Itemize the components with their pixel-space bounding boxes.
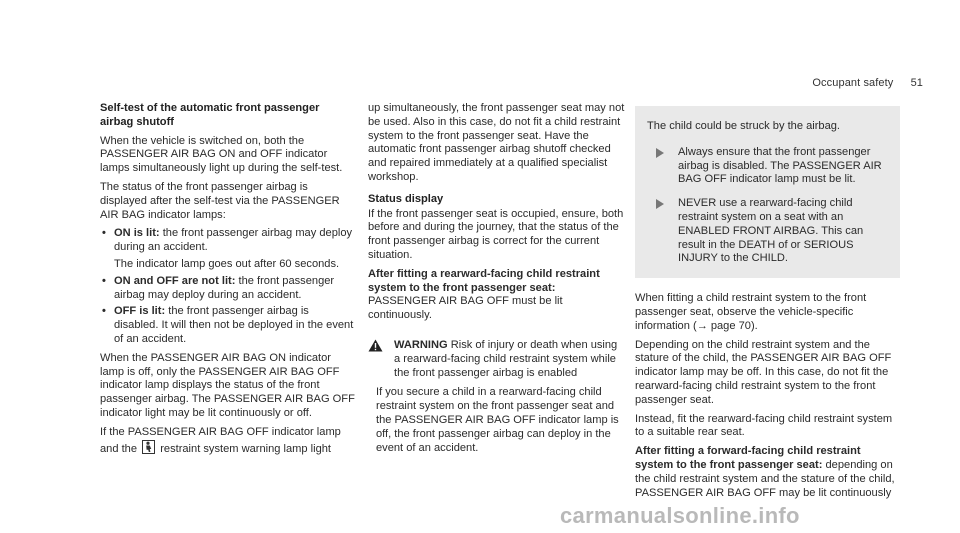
page-reference-link[interactable]: → page 70 [696,319,751,332]
paragraph [368,268,625,323]
paragraph [635,445,900,500]
watermark: carmanualsonline.info [560,503,800,528]
arrow-bullet-icon [656,199,664,209]
list-item-text: NEVER use a rearward-facing child restraint system on a seat with an ENABLED FRONT AIRBAG. This can result in the DEATH of or SERIOUS INJURY to the CHILD. [678,197,864,265]
warning-title-text: Risk of injury or death when using a rearward-facing child restraint system while the front passenger airbag is enabled [394,338,618,379]
warning-title [368,339,625,380]
paragraph: When the PASSENGER AIR BAG ON indicator lamp is off, only the PASSENGER AIR BAG OFF indicator lamp displays the status of the front passenger airbag. The PASSENGER AIR BAG OFF indicator light may be lit continuously or off. [100,351,355,419]
arrow-bullet-icon [656,148,664,158]
paragraph: Depending on the child restraint system and the stature of the child, the PASSENGER AIR BAG OFF indicator lamp may be off. In this case, do not fit the rearward-facing child restraint system to the front passenger seat. [635,338,892,406]
list-item-text: the front passenger airbag may deploy during an accident. [114,227,353,254]
list-item-text: the front passenger airbag is disabled. It will then not be deployed in the event of an accident. [114,305,354,345]
warning-box [635,106,900,278]
status-list [100,227,355,346]
list-item-label: ON and OFF are not lit: [114,274,236,287]
warning-block [368,339,625,455]
column-3 [635,106,900,505]
column-1 [100,102,355,461]
paragraph [635,292,900,333]
paragraph: When the vehicle is switched on, both the PASSENGER AIR BAG ON and OFF indicator lamps simultaneously light up during the self-test. [100,134,343,175]
page-header [812,77,923,89]
restraint-system-warning-icon [142,440,155,454]
list-item-label: ON is lit: [114,227,160,240]
list-item-text: Always ensure that the front passenger airbag is disabled. The PASSENGER AIR BAG OFF indicator lamp must be lit. [678,145,882,186]
paragraph-text: When fitting a child restraint system to the front passenger seat, observe the vehicle-specific information ( [635,292,867,332]
heading-rearward-facing: After fitting a rearward-facing child restraint system to the front passenger seat: [368,267,600,294]
paragraph: up simultaneously, the front passenger seat may not be used. Also in this case, do not fit a child restraint system to the front passenger seat. Have the automatic front passenger airbag shutoff checked and repaired immediately at a qualified specialist workshop. [368,102,625,183]
page-number: 51 [910,77,923,89]
list-item [647,197,888,266]
list-item [100,275,355,303]
paragraph-text: restraint system warning lamp light [160,442,331,455]
paragraph [100,426,355,457]
paragraph: Instead, fit the rearward-facing child restraint system to a suitable rear seat. [635,412,893,439]
warning-box-lead: The child could be struck by the airbag. [647,120,841,132]
warning-box-list [647,146,888,266]
paragraph-text: PASSENGER AIR BAG OFF must be lit continuously. [368,295,563,322]
warning-body: If you secure a child in a rearward-facing child restraint system on the front passenger seat and the PASSENGER AIR BAG OFF indicator lamp is off, the front passenger airbag can deploy in the event of an accident. [376,386,619,454]
warning-label: WARNING [394,338,448,351]
warning-triangle-icon [368,339,383,357]
paragraph-text: depending on the child restraint system and the stature of the child, PASSENGER AIR BAG OFF may be lit continuously [635,458,895,499]
column-2 [368,102,625,461]
heading-status-display: Status display [368,192,444,205]
section-title: Occupant safety [812,77,894,89]
heading-self-test: Self-test of the automatic front passenger airbag shutoff [100,102,320,128]
list-item-label: OFF is lit: [114,305,166,318]
list-item [647,146,888,187]
list-item [100,305,355,346]
list-item-note: The indicator lamp goes out after 60 seconds. [114,257,340,270]
list-item-text: the front passenger airbag may deploy during an accident. [114,274,335,301]
heading-forward-facing: After fitting a forward-facing child restraint system to the front passenger seat: [635,445,861,471]
list-item [100,227,355,271]
paragraph-text: ). [750,319,758,332]
paragraph: The status of the front passenger airbag is displayed after the self-test via the PASSENGER AIR BAG indicator lamps: [100,180,340,221]
paragraph-text: If the PASSENGER AIR BAG OFF indicator lamp and the [100,425,341,455]
paragraph: If the front passenger seat is occupied, ensure, both before and during the journey, that the status of the front passenger airbag is correct for the current situation. [368,207,624,261]
